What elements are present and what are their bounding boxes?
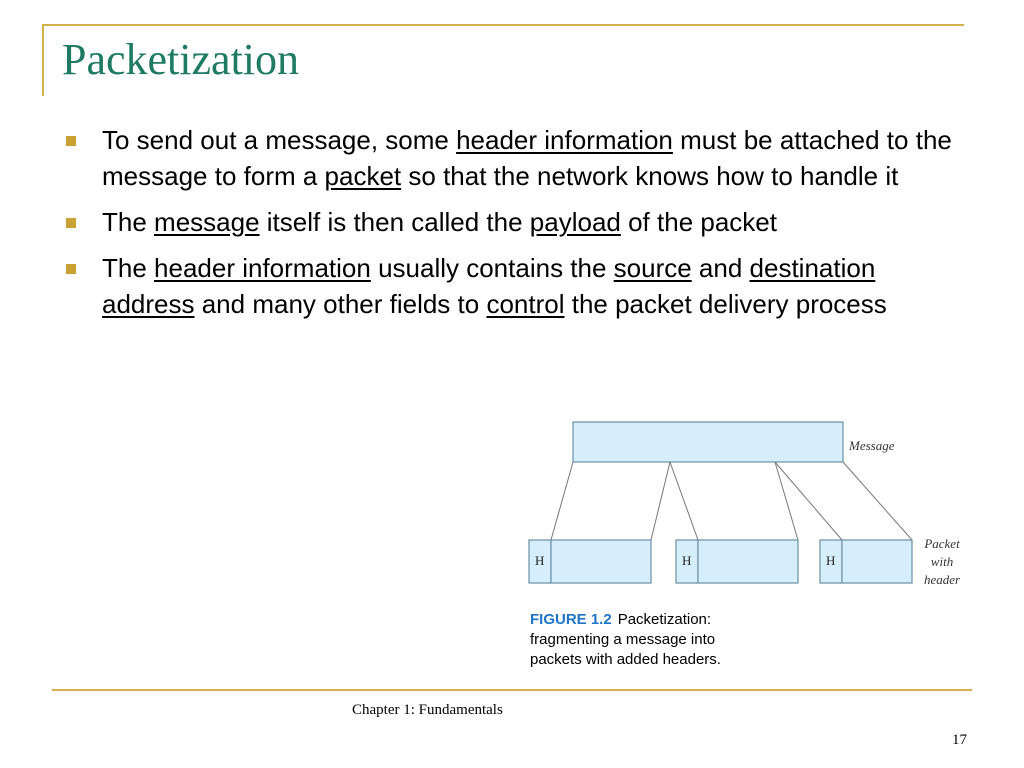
underlined-term: packet (324, 161, 402, 191)
footer-chapter: Chapter 1: Fundamentals (352, 702, 503, 718)
bullet-text: usually contains the (370, 253, 614, 283)
underlined-term: header information (154, 253, 371, 283)
figure-caption (530, 610, 770, 670)
bullet-text: and many other fields to (194, 289, 487, 319)
bullet-item-2 (62, 204, 962, 240)
underlined-term: source (613, 253, 692, 283)
bullet-text: To send out a message, some (102, 125, 457, 155)
figure-caption-text: Packetization: fragmenting a message into packets with added headers. (530, 611, 721, 668)
bullet-text: and (691, 253, 750, 283)
message-box (573, 422, 843, 462)
packet-3-payload (842, 540, 912, 583)
bullet-item-3 (62, 250, 962, 322)
bullet-text: of the packet (620, 207, 777, 237)
underlined-term: message (154, 207, 260, 237)
footer-rule (52, 689, 972, 691)
packet-label-line-3: header (923, 572, 961, 587)
bullet-square-icon (66, 218, 76, 228)
underlined-term: control (486, 289, 565, 319)
underlined-term: destination (749, 253, 876, 283)
packet-2-h-label: H (682, 553, 692, 568)
packet-3 (820, 540, 912, 583)
packet-3-h-label: H (826, 553, 836, 568)
bullet-text: so that the network knows how to handle it (401, 161, 899, 191)
underlined-term: payload (529, 207, 621, 237)
bullet-text: The (102, 253, 155, 283)
packet-1-payload (551, 540, 651, 583)
bullet-text: itself is then called the (259, 207, 530, 237)
packet-1 (529, 540, 651, 583)
page-number: 17 (952, 732, 967, 748)
bullet-list (62, 122, 962, 332)
packet-2-payload (698, 540, 798, 583)
packet-label-line-1: Packet (924, 536, 960, 551)
fragment-lines (551, 462, 912, 540)
slide-title: Packetization (62, 35, 300, 84)
slide-top-rule (42, 24, 964, 26)
packet-2 (676, 540, 798, 583)
slide-left-rule (42, 24, 44, 96)
underlined-term: header information (456, 125, 673, 155)
packet-with-header-label (923, 536, 961, 587)
packet-label-line-2: with (930, 554, 954, 569)
bullet-text: must be attached to the message to form a (102, 125, 952, 191)
bullet-text: The (102, 207, 155, 237)
message-label: Message (849, 438, 895, 453)
packet-1-h-label: H (535, 553, 545, 568)
bullet-square-icon (66, 136, 76, 146)
figure-caption-label: FIGURE 1.2 (530, 611, 612, 628)
bullet-item-1 (62, 122, 962, 194)
bullet-square-icon (66, 264, 76, 274)
underlined-term: address (102, 289, 195, 319)
bullet-text: the packet delivery process (564, 289, 887, 319)
